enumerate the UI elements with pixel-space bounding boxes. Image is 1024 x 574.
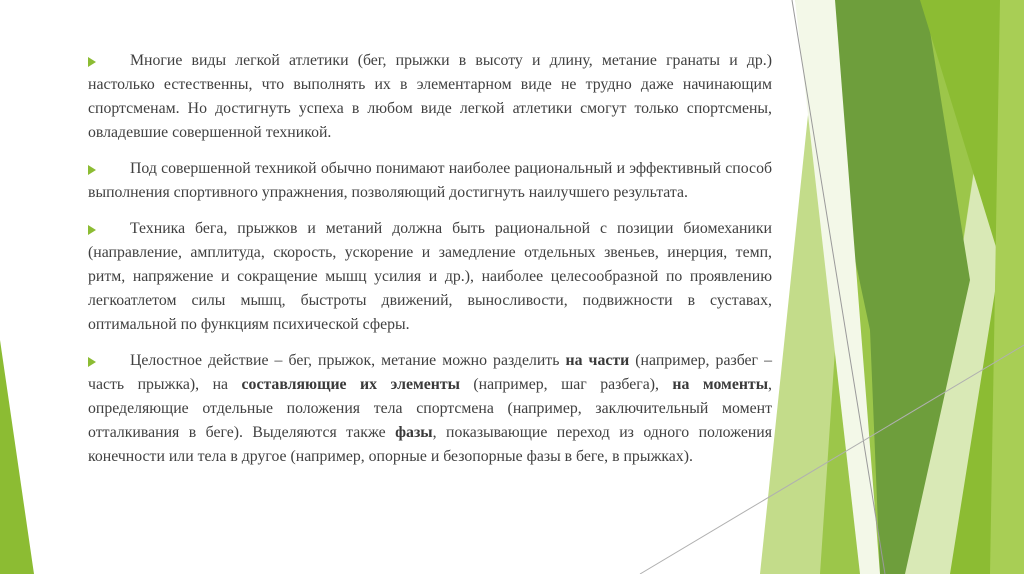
- paragraph-text: [88, 217, 772, 337]
- text-segment: Техника бега, прыжков и метаний должна быть рациональной с позиции биомеханики (направление, амплитуда, скорость, ускорение и замедление отдельных звеньев, инерция, темп, ритм, напряжение и сокращение мышц усилия и др.), наиболее целесообразной по проявлению легкоатлетом силы мышц, быстроты движений, выносливости, подвижности в суставах, оптимальной по функциям психической сферы.: [88, 220, 772, 333]
- bold-term: на части: [565, 352, 630, 369]
- text-segment: , определяющие отдельные положения тела спортсмена (например, заключительный момент отталкивания в беге). Выделяются также: [88, 376, 772, 441]
- triangle-bullet-icon: [88, 225, 96, 235]
- bold-term: составляющие их элементы: [241, 376, 460, 393]
- paragraph-text: [88, 49, 772, 145]
- bullet-paragraph: [88, 157, 772, 205]
- bold-term: на моменты: [672, 376, 769, 393]
- text-segment: , показывающие переход из одного положения конечности или тела в другое (например, опорные и безопорные фазы в беге, в прыжках).: [88, 424, 773, 465]
- bold-term: фазы: [395, 424, 433, 441]
- slide-body: [88, 49, 772, 481]
- bullet-paragraph: [88, 49, 772, 145]
- paragraph-text: [88, 349, 772, 469]
- left-edge-shape: [0, 340, 34, 574]
- bullet-paragraph: [88, 217, 772, 337]
- bullet-paragraph: [88, 349, 772, 469]
- text-segment: (например, разбег – часть прыжка), на: [88, 352, 772, 393]
- triangle-bullet-icon: [88, 165, 96, 175]
- text-segment: (например, шаг разбега),: [459, 376, 673, 393]
- triangle-bullet-icon: [88, 57, 96, 67]
- text-segment: Целостное действие – бег, прыжок, метание можно разделить: [130, 352, 566, 369]
- paragraph-text: [88, 157, 772, 205]
- text-segment: Под совершенной техникой обычно понимают наиболее рациональный и эффективный способ выполнения спортивного упражнения, позволяющий достигнуть наилучшего результата.: [88, 160, 772, 201]
- triangle-bullet-icon: [88, 357, 96, 367]
- text-segment: Многие виды легкой атлетики (бег, прыжки в высоту и длину, метание гранаты и др.) настолько естественны, что выполнять их в элементарном виде не трудно даже начинающим спортсменам. Но достигнуть успеха в любом виде легкой атлетики смогут только спортсмены, овладевшие совершенной техникой.: [88, 52, 772, 141]
